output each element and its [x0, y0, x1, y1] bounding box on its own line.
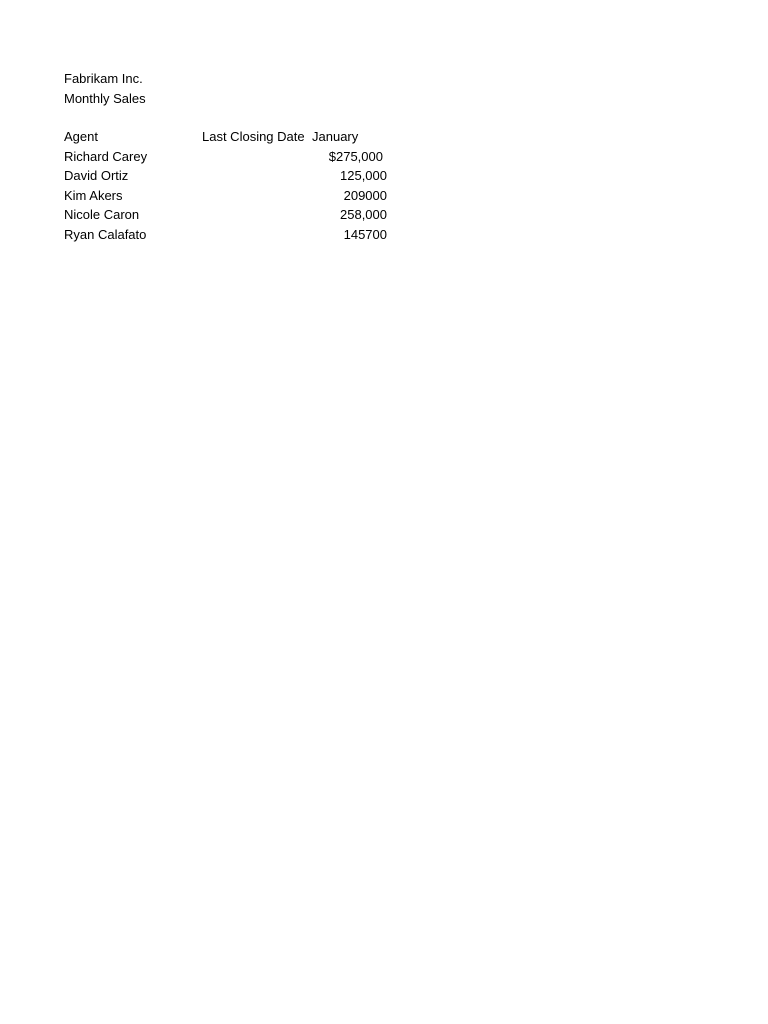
table-row [64, 227, 390, 247]
agent-cell: David Ortiz [64, 168, 129, 183]
january-sales-cell: 125,000 [340, 168, 387, 183]
table-row [64, 168, 390, 188]
agent-cell: Ryan Calafato [64, 226, 147, 242]
table-row [64, 149, 390, 169]
january-sales-cell: $275,000 [328, 148, 383, 164]
january-sales-cell: 209000 [343, 187, 387, 203]
table-row [64, 207, 390, 227]
agent-cell: Kim Akers [64, 187, 123, 203]
header-last-closing-date: Last Closing Date [202, 129, 305, 144]
header-agent: Agent [64, 129, 98, 144]
agent-cell: Richard Carey [64, 148, 148, 164]
last-closing-date-cell [202, 149, 312, 169]
january-sales-cell: 145700 [343, 226, 387, 242]
table-row [64, 188, 390, 208]
agent-cell: Nicole Caron [64, 207, 140, 222]
monthly-sales-table [64, 129, 390, 246]
company-name: Fabrikam Inc. [64, 71, 143, 86]
report-title: Monthly Sales [64, 91, 146, 106]
last-closing-date-cell [202, 188, 312, 208]
last-closing-date-cell [202, 227, 312, 247]
last-closing-date-cell [202, 207, 312, 227]
table-header [64, 129, 390, 149]
last-closing-date-cell [202, 168, 312, 188]
january-sales-cell: 258,000 [340, 207, 387, 222]
table-body [64, 149, 390, 247]
header-january: January [312, 129, 359, 144]
header-row [64, 129, 390, 149]
